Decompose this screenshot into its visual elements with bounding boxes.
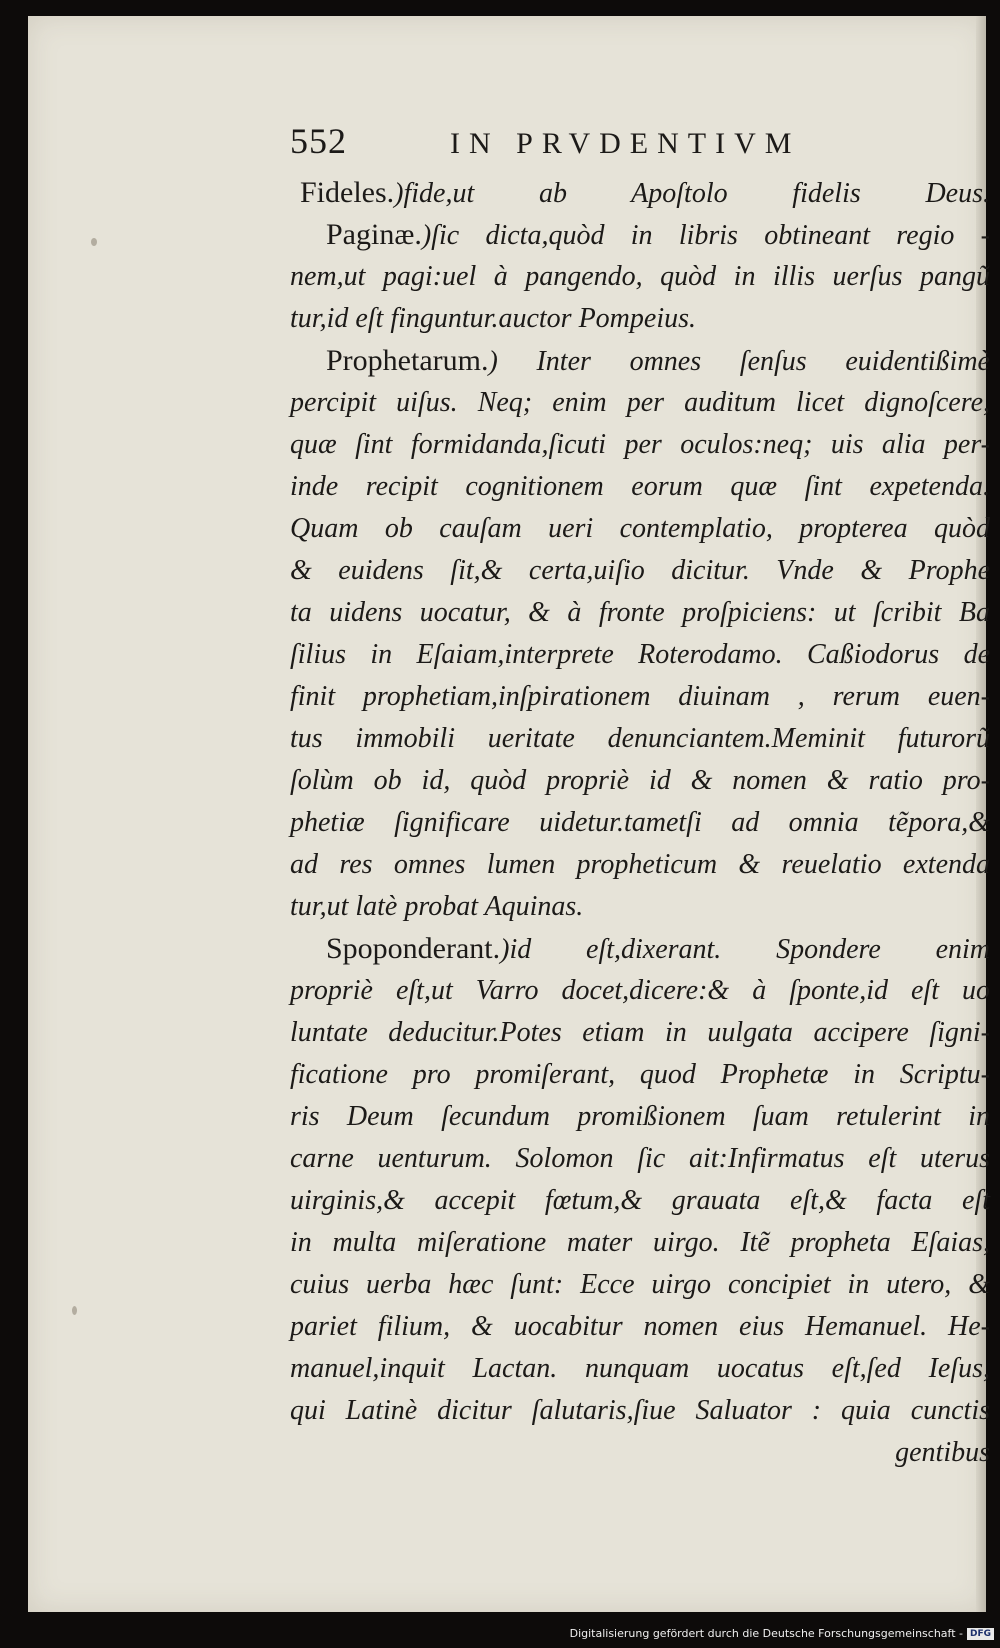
text-line [290,1390,990,1432]
text-line [290,634,990,676]
text-lines [290,172,990,1432]
line-text: pariet filium, & uocabitur nomen eius Hemanuel. He- [290,1311,990,1342]
text-line [290,1138,990,1180]
text-block [290,120,990,1474]
line-text: ficatione pro promiſerant, quod Prophetæ in Scriptu- [290,1059,990,1090]
line-text: qui Latinè dicitur ſalutaris,ſiue Saluator : quia cunctis [290,1395,990,1426]
line-text: propriè eſt,ut Varro docet,dicere:& à ſponte,id eſt uo [290,975,990,1006]
text-line [290,382,990,424]
text-line [290,802,990,844]
text-line [290,1222,990,1264]
text-line [290,1306,990,1348]
line-text: )ſic dicta,quòd in libris obtineant regio - [421,220,990,251]
text-line [290,844,990,886]
lemma: Fideles. [300,176,395,209]
line-text: manuel,inquit Lactan. nunquam uocatus eſt,ſed Ieſus, [290,1353,990,1384]
text-line [290,214,990,256]
line-text: tur,ut latè probat Aquinas. [290,891,584,922]
catchword: gentibus [895,1437,990,1468]
text-line [290,1012,990,1054]
paper-spot [91,238,97,246]
text-line [290,1096,990,1138]
text-line [290,1054,990,1096]
line-text: ſilius in Eſaiam,interprete Roterodamo. Caßiodorus de [290,639,990,670]
line-text: ta uidens uocatur, & à fronte proſpiciens: ut ſcribit Ba [290,597,990,628]
line-text: )id eſt,dixerant. Spondere enim [500,934,990,965]
text-line [290,1180,990,1222]
line-text: phetiæ ſignificare uidetur.tametſi ad omnia tẽpora,& [290,807,990,838]
text-line [290,298,990,340]
text-line [290,676,990,718]
text-line [290,508,990,550]
line-text: ſolùm ob id, quòd propriè id & nomen & ratio pro- [290,765,990,796]
text-line [290,466,990,508]
lemma: Spoponderant. [326,932,501,965]
line-text: tur,id eſt finguntur.auctor Pompeius. [290,303,696,334]
running-head [290,120,990,172]
text-line [290,340,990,382]
line-text: nem,ut pagi:uel à pangendo, quòd in illis uerſus pangũ [290,261,990,292]
line-text: inde recipit cognitionem eorum quæ ſint expetenda. [290,471,990,502]
line-text: uirginis,& accepit fœtum,& grauata eſt,& facta eſt [290,1185,990,1216]
paper-spot [72,1306,77,1315]
line-text: cuius uerba hæc ſunt: Ecce uirgo concipiet in utero, & [290,1269,990,1300]
line-text: quæ ſint formidanda,ſicuti per oculos:neq; uis alia per- [290,429,990,460]
line-text: luntate deducitur.Potes etiam in uulgata accipere ſigni- [290,1017,990,1048]
footer-text: Digitalisierung gefördert durch die Deutsche Forschungsgemeinschaft - [569,1627,963,1640]
text-line [290,172,990,214]
line-text: in multa miſeratione mater uirgo. Itẽ propheta Eſaias, [290,1227,990,1258]
text-line [290,592,990,634]
lemma: Paginæ. [326,218,422,251]
line-text: Quam ob cauſam ueri contemplatio, propterea quòd [290,513,990,544]
running-head-title: IN PRVDENTIVM [450,127,801,160]
text-line [290,424,990,466]
text-line [290,1264,990,1306]
line-text: ris Deum ſecundum promißionem ſuam retulerint in [290,1101,990,1132]
line-text: carne uenturum. Solomon ſic ait:Infirmatus eſt uterus [290,1143,990,1174]
text-line [290,928,990,970]
book-page [28,16,990,1612]
page-number: 552 [290,121,347,161]
text-line [290,550,990,592]
text-line [290,1348,990,1390]
line-text: finit prophetiam,inſpirationem diuinam , rerum euen- [290,681,990,712]
line-text: tus immobili ueritate denunciantem.Meminit futurorũ [290,723,990,754]
line-text: ) Inter omnes ſenſus euidentißimè [488,346,990,377]
line-text: & euidens ſit,& certa,uiſio dicitur. Vnde & Prophe [290,555,990,586]
footer-credit [570,1627,994,1640]
text-line [290,256,990,298]
text-line [290,886,990,928]
text-line [290,970,990,1012]
dfg-logo: DFG [967,1628,994,1640]
lemma: Prophetarum. [326,344,489,377]
text-line [290,718,990,760]
line-text: percipit uiſus. Neq; enim per auditum licet dignoſcere, [290,387,990,418]
line-text: )fide,ut ab Apoſtolo fidelis Deus. [394,178,990,209]
text-line [290,760,990,802]
line-text: ad res omnes lumen propheticum & reuelatio extenda [290,849,990,880]
